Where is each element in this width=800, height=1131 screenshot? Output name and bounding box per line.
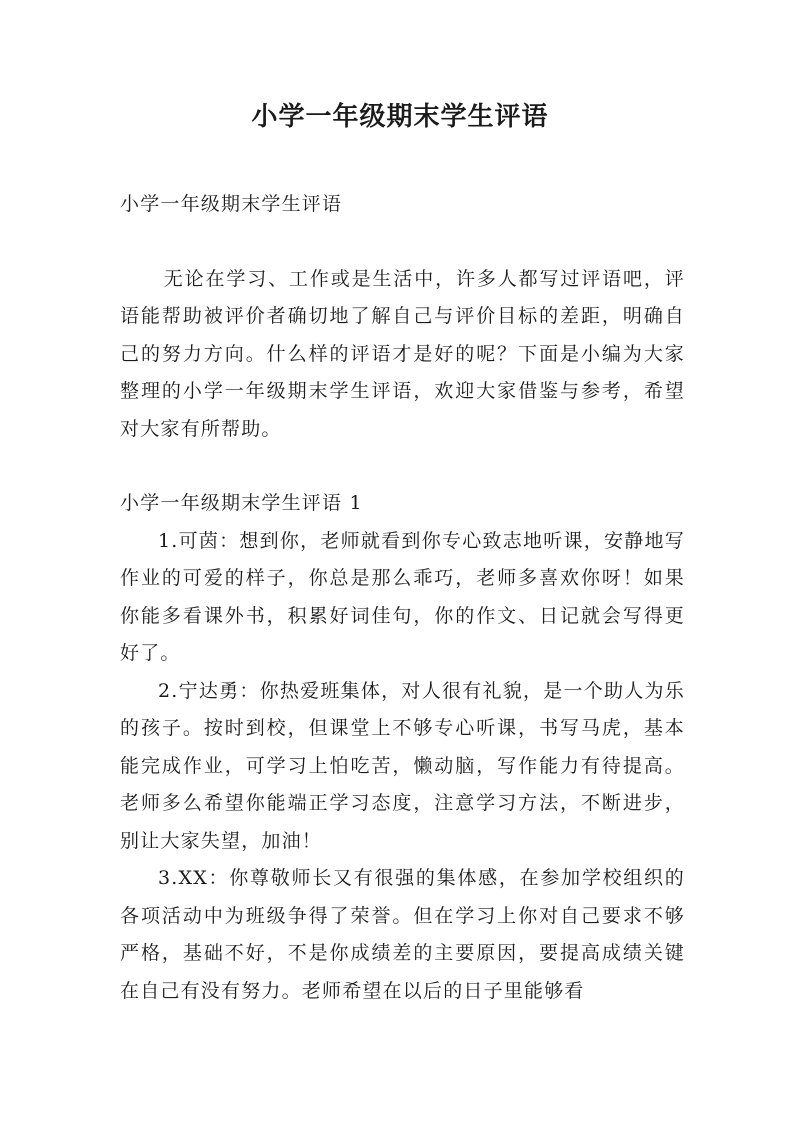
comment-item: 2.宁达勇：你热爱班集体，对人很有礼貌，是一个助人为乐的孩子。按时到校，但课堂上不够专心听课，书写马虎，基本能完成作业，可学习上怕吃苦，懒动脑，写作能力有待提高。老师多么希望你能端正学习态度，注意学习方法，不断进步，别让大家失望，加油！ (120, 679, 685, 852)
comment-item: 3.XX：你尊敬师长又有很强的集体感，在参加学校组织的各项活动中为班级争得了荣誉。但在学习上你对自己要求不够严格，基础不好，不是你成绩差的主要原因，要提高成绩关键在自己有没有努力。老师希望在以后的日子里能够看 (120, 867, 685, 1002)
document-subtitle: 小学一年级期末学生评语 (120, 193, 343, 215)
document-title: 小学一年级期末学生评语 (251, 102, 549, 132)
document-body (120, 186, 685, 1010)
comment-item: 1.可茵：想到你，老师就看到你专心致志地听课，安静地写作业的可爱的样子，你总是那么乖巧，老师多喜欢你呀！如果你能多看课外书，积累好词佳句，你的作文、日记就会写得更好了。 (120, 529, 685, 664)
section-heading: 小学一年级期末学生评语 1 (120, 492, 363, 514)
intro-paragraph: 无论在学习、工作或是生活中，许多人都写过评语吧，评语能帮助被评价者确切地了解自己与评价目标的差距，明确自己的努力方向。什么样的评语才是好的呢？下面是小编为大家整理的小学一年级期末学生评语，欢迎大家借鉴与参考，希望对大家有所帮助。 (120, 267, 685, 440)
